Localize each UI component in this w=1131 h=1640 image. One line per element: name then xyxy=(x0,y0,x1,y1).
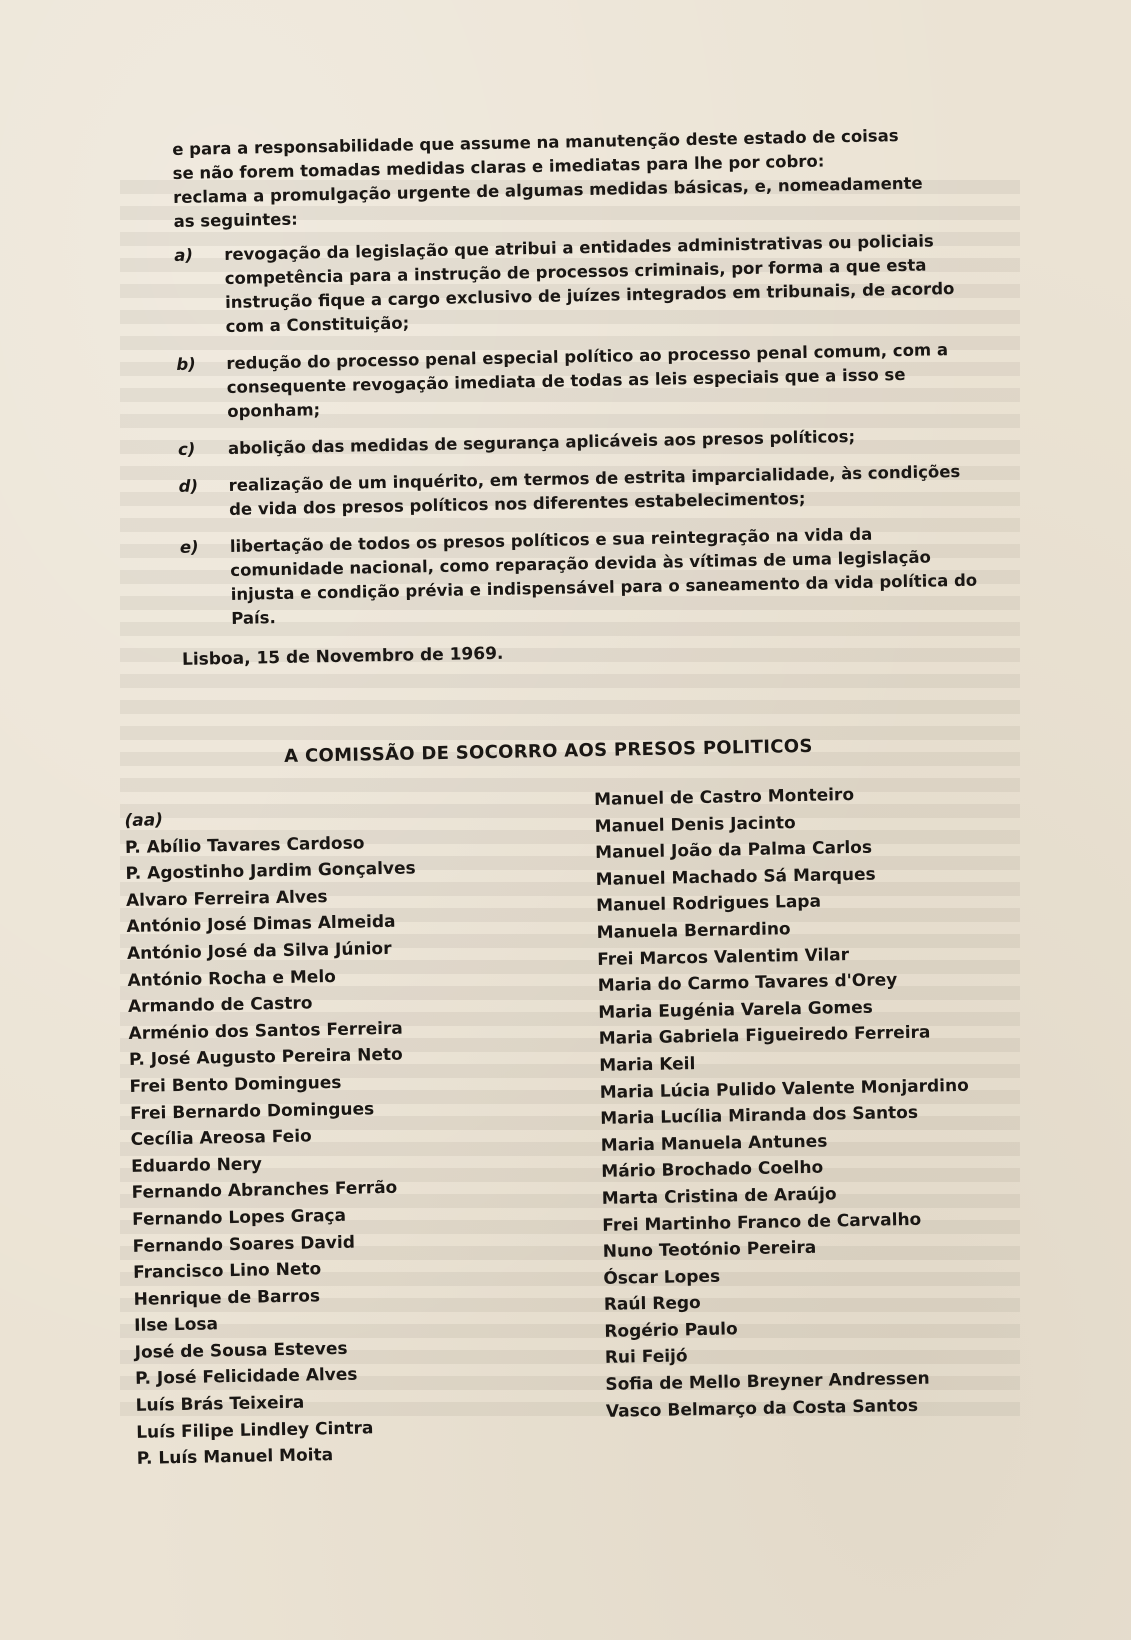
signatory-name: Ilse Losa xyxy=(133,1314,219,1337)
item-text: revogação da legislação que atribui a entidades administrativas ou policiais competência para a instrução de processos criminais, por forma a que esta instrução fique a cargo exclusivo de juízes integrados em tribunais, de acordo com a Constituição; xyxy=(224,231,955,337)
signatory-name: Maria Eugénia Varela Gomes xyxy=(598,997,873,1023)
signatory-name: Frei Bernardo Domingues xyxy=(129,1098,375,1124)
signatory-name: P. José Augusto Pereira Neto xyxy=(128,1045,403,1071)
signatory-name: Maria Keil xyxy=(599,1054,696,1076)
signatory-name: Manuel Machado Sá Marques xyxy=(595,864,876,890)
signatory-name: Frei Marcos Valentim Vilar xyxy=(597,944,850,970)
signatory-name: Luís Brás Teixeira xyxy=(135,1392,305,1416)
item-text: libertação de todos os presos políticos e sua reintegração na vida da comunidade nacional, como reparação devida às vítimas de uma legislação injusta e condição prévia e indispensável para o saneamento da vida política do País. xyxy=(229,524,978,628)
commission-heading: A COMISSÃO DE SOCORRO AOS PRESOS POLITICOS xyxy=(284,735,813,767)
signatory-name: Manuel João da Palma Carlos xyxy=(594,837,873,864)
item-letter: d) xyxy=(178,476,199,496)
signatory-name: José de Sousa Esteves xyxy=(134,1338,348,1363)
demand-item-d xyxy=(178,459,985,522)
signatory-name: Sofia de Mello Breyner Andressen xyxy=(605,1368,930,1395)
signatory-name: Nuno Teotónio Pereira xyxy=(602,1237,817,1262)
item-letter: b) xyxy=(176,354,196,374)
signatory-name: Manuel Denis Jacinto xyxy=(594,812,796,837)
signatory-name: Manuel de Castro Monteiro xyxy=(593,784,855,810)
signatory-name: António José da Silva Júnior xyxy=(126,938,392,964)
signatory-name: Rogério Paulo xyxy=(604,1319,738,1342)
signatory-name: Fernando Soares David xyxy=(132,1232,356,1257)
intro-paragraph xyxy=(172,123,980,234)
item-letter: c) xyxy=(177,439,196,459)
intro-line: reclama a promulgação urgente de algumas medidas básicas, e, nomeadamente xyxy=(172,173,923,207)
demand-item-c xyxy=(178,422,984,461)
signatory-name: Cecília Areosa Feio xyxy=(130,1126,312,1151)
signatory-name: Henrique de Barros xyxy=(133,1286,321,1310)
signatures-label: (aa) xyxy=(124,810,164,831)
signatory-name: Frei Bento Domingues xyxy=(129,1072,342,1097)
signatory-name: P. Luís Manuel Moita xyxy=(136,1445,334,1470)
dateline: Lisboa, 15 de Novembro de 1969. xyxy=(181,643,504,670)
item-letter: a) xyxy=(174,245,194,265)
signatory-name: Maria Lucília Miranda dos Santos xyxy=(600,1102,919,1130)
signatory-name: Manuel Rodrigues Lapa xyxy=(596,892,822,917)
signatory-name: P. Agostinho Jardim Gonçalves xyxy=(125,858,416,885)
signatories-block xyxy=(124,779,1017,1473)
signatory-name: Francisco Lino Neto xyxy=(132,1259,322,1284)
signatory-name: António Rocha e Melo xyxy=(127,966,337,991)
signatory-name: Vasco Belmarço da Costa Santos xyxy=(605,1395,919,1422)
signatory-name: Maria Lúcia Pulido Valente Monjardino xyxy=(599,1075,970,1103)
item-letter: e) xyxy=(179,537,199,557)
signatory-name: António José Dimas Almeida xyxy=(126,912,396,938)
item-text: realização de um inquérito, em termos de estrita imparcialidade, às condições de vida dos presos políticos nos diferentes estabelecimentos; xyxy=(228,461,961,519)
item-text: abolição das medidas de segurança aplicáveis aos presos políticos; xyxy=(227,426,856,458)
signatory-name: Alvaro Ferreira Alves xyxy=(125,886,328,911)
intro-line: se não forem tomadas medidas claras e imediatas para lhe por cobro: xyxy=(172,151,825,183)
signatory-name: P. José Felicidade Alves xyxy=(135,1365,358,1390)
demands-list xyxy=(174,229,987,632)
signatories-left-column xyxy=(124,787,607,1473)
signatory-name: Eduardo Nery xyxy=(130,1154,263,1177)
signatory-name: Maria Gabriela Figueiredo Ferreira xyxy=(598,1022,931,1050)
signatory-name: Luís Filipe Lindley Cintra xyxy=(136,1417,374,1443)
signatory-name: Marta Cristina de Araújo xyxy=(601,1184,837,1209)
signatory-name: Fernando Abranches Ferrão xyxy=(131,1178,398,1204)
signatories-right-column xyxy=(594,779,1017,1464)
signatory-name: Maria Manuela Antunes xyxy=(600,1131,828,1156)
signatory-name: Manuela Bernardino xyxy=(596,919,791,943)
signatory-name: Fernando Lopes Graça xyxy=(131,1205,347,1230)
signatory-name: Mário Brochado Coelho xyxy=(601,1157,824,1183)
signatory-name: Óscar Lopes xyxy=(603,1266,721,1289)
item-text: redução do processo penal especial político ao processo penal comum, com a consequente revogação imediata de todas as leis especiais que a isso se oponham; xyxy=(226,340,949,421)
demand-item-a xyxy=(174,229,982,340)
signatory-name: Frei Martinho Franco de Carvalho xyxy=(602,1209,922,1236)
signatory-name: Arménio dos Santos Ferreira xyxy=(128,1018,404,1044)
intro-line: e para a responsabilidade que assume na manutenção deste estado de coisas xyxy=(172,126,899,159)
signatory-name: Armando de Castro xyxy=(127,993,313,1018)
intro-line: as seguintes: xyxy=(173,209,298,231)
demand-item-e xyxy=(180,520,988,631)
signatory-name: P. Abílio Tavares Cardoso xyxy=(124,832,365,858)
signatory-name: Maria do Carmo Tavares d'Orey xyxy=(597,970,898,997)
signatory-name: Raúl Rego xyxy=(603,1293,701,1316)
main-text-block xyxy=(172,123,988,672)
signatory-name: Rui Feijó xyxy=(604,1346,688,1369)
demand-item-b xyxy=(176,337,983,424)
